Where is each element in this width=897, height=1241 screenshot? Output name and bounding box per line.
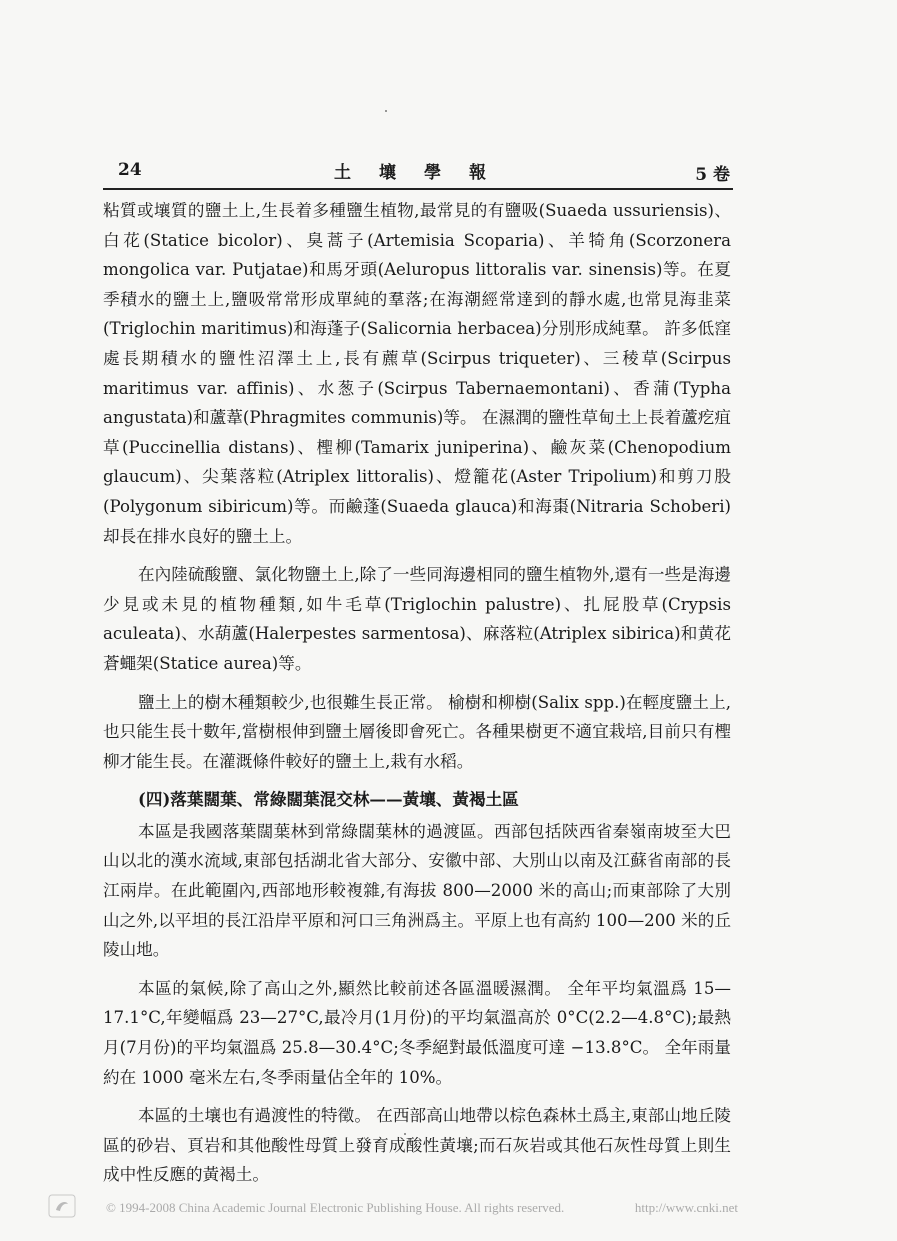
page-number: 24 [118,160,142,180]
paragraph-trees-on-saline-soil: 鹽土上的樹木種類較少,也很難生長正常。 榆樹和柳樹(Salix spp.)在輕度鹽土上,也只能生長十數年,當樹根伸到鹽土層後即會死亡。各種果樹更不適宜栽培,目前只有檉柳才能生長。在灌溉條件較好的鹽土上,栽有水稻。 [103,692,731,771]
paragraph-region-soils: 本區的土壤也有過渡性的特徵。 在西部高山地帶以棕色森林土爲主,東部山地丘陵區的砂岩、頁岩和其他酸性母質上發育成酸性黃壤;而石灰岩或其他石灰性母質上則生成中性反應的黃褐土。 [103,1106,731,1185]
page-footer [48,1198,738,1220]
journal-title: 土壤學報 [334,163,514,183]
paragraph-halophytes-coastal: 粘質或壤質的鹽土上,生長着多種鹽生植物,最常見的有鹽吸(Suaeda ussuriensis)、白花(Statice bicolor)、臭蒿子(Artemisia Scoparia)、羊犄角(Scorzonera mongolica var. Putjatae)和馬牙頭(Aeluropus littoralis var. sinensis)等。在夏季積水的鹽土上,鹽吸常常形成單純的羣落;在海潮經常達到的靜水處,也常見海韭菜(Triglochin maritimus)和海蓬子(Salicornia herbacea)分別形成純羣。 許多低窪處長期積水的鹽性沼澤土上,長有藨草(Scirpus triqueter)、三稜草(Scirpus maritimus var. affinis)、水葱子(Scirpus Tabernaemontani)、香蒲(Typha angustata)和蘆葦(Phragmites communis)等。 在濕潤的鹽性草甸土上長着蘆疙疽草(Puccinellia distans)、檉柳(Tamarix juniperina)、鹼灰菜(Chenopodium glaucum)、尖葉落粒(Atriplex littoralis)、燈籠花(Aster Tripolium)和剪刀股(Polygonum sibiricum)等。而鹼蓬(Suaeda glauca)和海棗(Nitraria Schoberi)却長在排水良好的鹽土上。 [103,201,731,546]
paragraph-halophytes-inland: 在內陸硫酸鹽、氯化物鹽土上,除了一些同海邊相同的鹽生植物外,還有一些是海邊少見或未見的植物種類,如牛毛草(Triglochin palustre)、扎屁股草(Crypsis aculeata)、水葫蘆(Halerpestes sarmentosa)、麻落粒(Atriplex sibirica)和黄花蒼蠅架(Statice aurea)等。 [103,565,731,673]
article-body [103,196,731,1199]
copyright-notice: © 1994-2008 China Academic Journal Electronic Publishing House. All rights reserved. [106,1200,565,1215]
running-header [118,158,730,186]
header-rule [103,188,733,190]
scan-speck [385,110,387,112]
section-heading: (四)落葉闊葉、常綠闊葉混交林——黃壤、黃褐土區 [138,789,519,810]
footer-url-link[interactable]: http://www.cnki.net [634,1200,738,1215]
volume-label: 5 卷 [695,165,730,185]
paragraph-region-extent: 本區是我國落葉闊葉林到常綠闊葉林的過渡區。西部包括陝西省秦嶺南坡至大巴山以北的漢水流域,東部包括湖北省大部分、安徽中部、大別山以南及江蘇省南部的長江兩岸。在此範圍內,西部地形較複雜,有海拔 800—2000 米的高山;而東部除了大別山之外,以平坦的長江沿岸平原和河口三角洲爲主。平原上也有高約 100—200 米的丘陵山地。 [103,821,731,960]
publisher-logo-icon [48,1194,76,1218]
paragraph-region-climate: 本區的氣候,除了高山之外,顯然比較前述各區溫暖濕潤。 全年平均氣溫爲 15—17.1°C,年變幅爲 23—27°C,最冷月(1月份)的平均氣溫高於 0°C(2.2—4.8°C);最熱月(7月份)的平均氣溫爲 25.8—30.4°C;冬季絕對最低溫度可達 −13.8°C。 全年雨量約在 1000 毫米左右,冬季雨量佔全年的 10%。 [103,978,731,1087]
